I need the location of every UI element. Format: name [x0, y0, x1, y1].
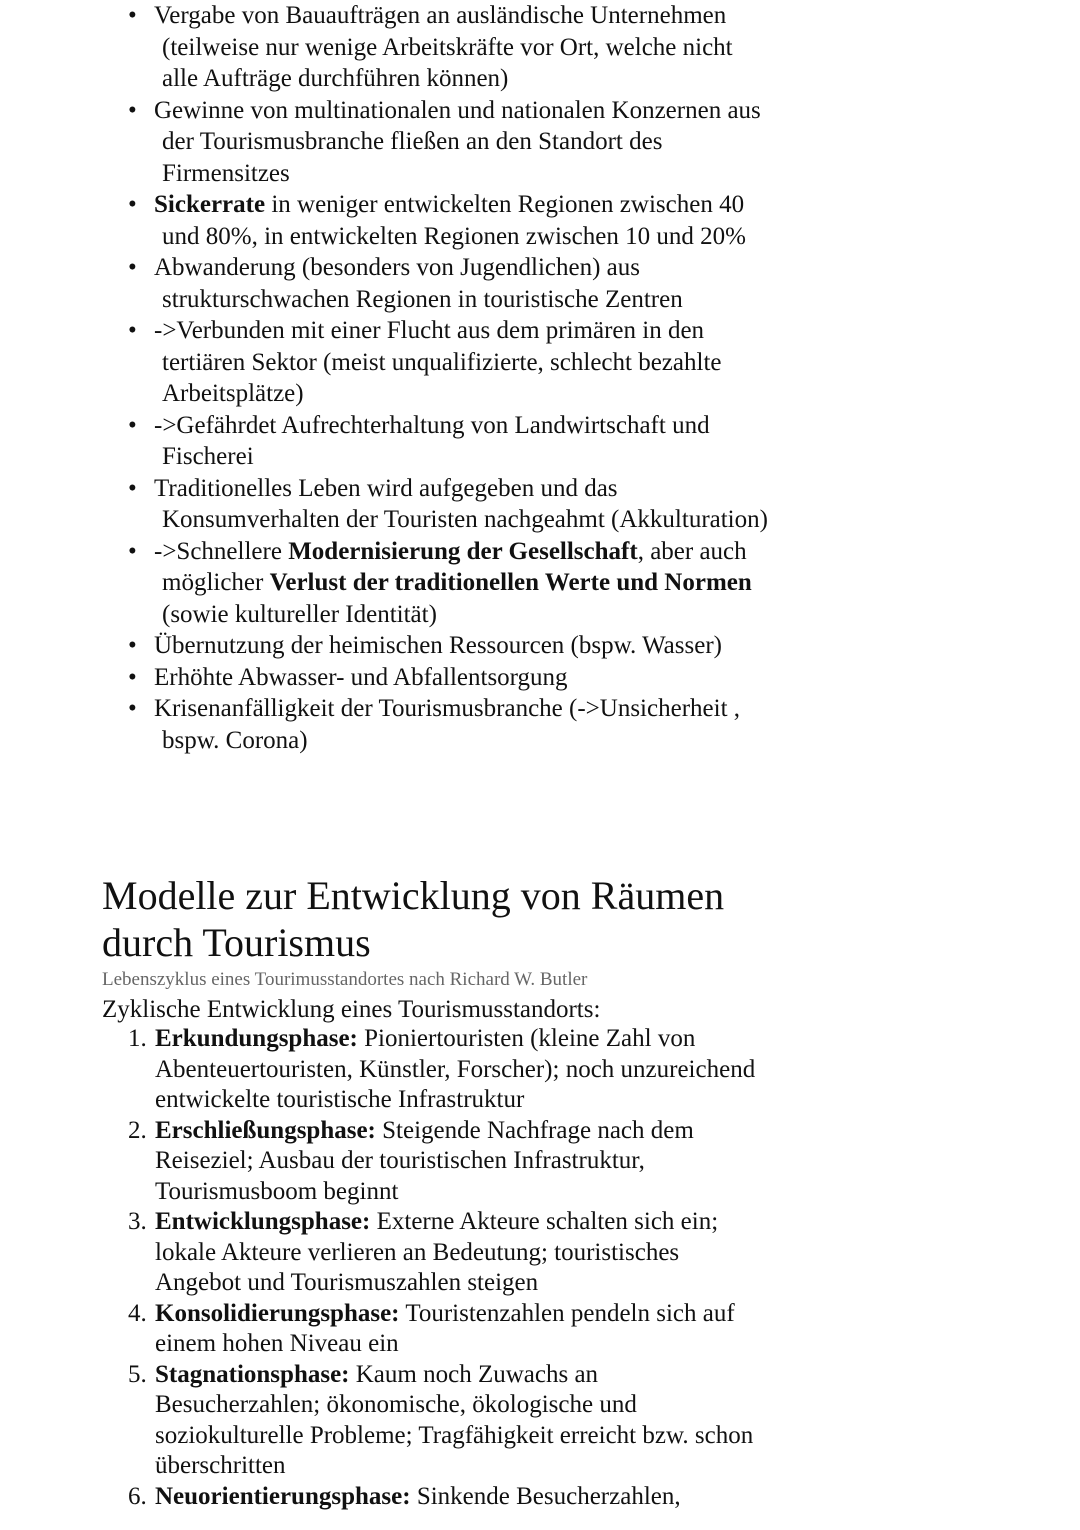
bullet-dot: • — [128, 537, 137, 565]
phase-name: Erschließungsphase: — [155, 1116, 376, 1144]
phase-description: Kaum noch Zuwachs an Besucherzahlen; ökonomische, ökologische und soziokulturelle Probleme; Tragfähigkeit erreicht bzw. schon überschritten — [155, 1360, 754, 1479]
phase-number: 4. — [128, 1299, 147, 1327]
bullet-item — [128, 410, 768, 473]
phase-number: 2. — [128, 1116, 147, 1144]
bold-term: Sickerrate — [154, 191, 266, 218]
phase-item — [128, 1207, 768, 1299]
text-run: Krisenanfälligkeit der Tourismusbranche (->Unsicherheit , bspw. Corona) — [154, 695, 741, 754]
phase-number: 1. — [128, 1025, 147, 1052]
bullet-dot: • — [128, 254, 137, 281]
phase-name: Konsolidierungsphase: — [155, 1299, 400, 1327]
text-run: Erhöhte Abwasser- und Abfallentsorgung — [154, 663, 568, 691]
phase-item — [128, 1116, 768, 1208]
phase-name: Stagnationsphase: — [155, 1360, 350, 1388]
phase-number: 3. — [128, 1208, 147, 1235]
bullet-dot: • — [128, 2, 137, 29]
phase-description: Steigende Nachfrage nach dem Reiseziel; Ausbau der touristischen Infrastruktur, Tourismusboom beginnt — [155, 1116, 694, 1205]
phase-item — [128, 1360, 768, 1482]
bullet-item — [128, 473, 768, 536]
phase-item — [128, 1024, 768, 1116]
text-run: in weniger entwickelten Regionen zwischen 40 und 80%, in entwickelten Regionen zwischen 10 und 20% — [162, 191, 746, 250]
bullet-text — [154, 693, 768, 756]
phase-description: Sinkende Besucherzahlen, — [410, 1482, 681, 1510]
section-heading: Modelle zur Entwicklung von Räumen durch Tourismus — [102, 873, 725, 965]
phase-number: 6. — [128, 1482, 147, 1510]
bullet-text — [154, 252, 768, 315]
phase-name: Entwicklungsphase: — [155, 1208, 371, 1235]
bullet-item — [128, 189, 768, 252]
phase-item — [128, 1482, 768, 1513]
phase-name: Neuorientierungsphase: — [155, 1482, 411, 1510]
phase-description: Externe Akteure schalten sich ein; lokale Akteure verlieren an Bedeutung; touristisches Angebot und Tourismuszahlen steigen — [155, 1208, 719, 1296]
phase-description: Touristenzahlen pendeln sich auf einem hohen Niveau ein — [155, 1299, 735, 1357]
bullet-item — [128, 252, 768, 315]
section-subtitle: Lebenszyklus eines Tourimusstandortes nach Richard W. Butler — [102, 969, 588, 990]
bullet-text — [154, 189, 768, 252]
phase-item — [128, 1299, 768, 1360]
bold-term: Modernisierung der Gesellschaft — [288, 537, 638, 565]
bullet-text — [154, 536, 768, 631]
bullet-dot: • — [128, 695, 137, 722]
bullet-text — [154, 630, 768, 662]
text-run: Übernutzung der heimischen Ressourcen (bspw. Wasser) — [154, 632, 722, 659]
text-run: ->Verbunden mit einer Flucht aus dem primären in den tertiären Sektor (meist unqualifizierte, schlecht bezahlte Arbeitsplätze) — [154, 317, 722, 407]
bullet-item — [128, 693, 768, 756]
bullet-dot: • — [128, 191, 137, 218]
bullet-dot: • — [128, 96, 137, 124]
bullet-item — [128, 315, 768, 410]
phase-description: Pioniertouristen (kleine Zahl von Abenteuertouristen, Künstler, Forscher); noch unzureichend entwickelte touristische Infrastruktur — [155, 1025, 756, 1113]
text-run: (sowie kultureller Identität) — [162, 600, 437, 628]
impact-bullet-list — [128, 0, 768, 756]
bullet-item — [128, 630, 768, 662]
bullet-text — [154, 0, 768, 95]
bold-term: Verlust der traditionellen Werte und Normen — [269, 569, 752, 596]
bullet-item — [128, 95, 768, 190]
bullet-dot: • — [128, 663, 137, 691]
text-run: Abwanderung (besonders von Jugendlichen) aus strukturschwachen Regionen in touristische Zentren — [154, 254, 683, 313]
bullet-text — [154, 473, 768, 536]
bullet-text — [154, 95, 768, 190]
bullet-text — [154, 410, 768, 473]
bullet-dot: • — [128, 317, 137, 344]
bullet-dot: • — [128, 474, 137, 502]
bullet-item — [128, 536, 768, 631]
bullet-item — [128, 662, 768, 694]
phase-list — [128, 1024, 768, 1512]
bullet-dot: • — [128, 411, 137, 439]
text-run: Traditionelles Leben wird aufgegeben und das Konsumverhalten der Touristen nachgeahmt (Akkulturation) — [154, 474, 768, 533]
text-run: ->Schnellere — [154, 537, 289, 565]
bullet-item — [128, 0, 768, 95]
text-run: Vergabe von Bauaufträgen an ausländische Unternehmen (teilweise nur wenige Arbeitskräfte vor Ort, welche nicht alle Aufträge durchführen können) — [154, 2, 733, 92]
phase-number: 5. — [128, 1360, 147, 1388]
text-run: ->Gefährdet Aufrechterhaltung von Landwirtschaft und Fischerei — [154, 411, 710, 470]
phase-name: Erkundungsphase: — [155, 1025, 358, 1052]
bullet-text — [154, 662, 768, 694]
bullet-text — [154, 315, 768, 410]
text-run: Gewinne von multinationalen und nationalen Konzernen aus der Tourismusbranche fließen an den Standort des Firmensitzes — [154, 96, 761, 187]
bullet-dot: • — [128, 632, 137, 659]
section-intro: Zyklische Entwicklung eines Tourismusstandorts: — [102, 996, 601, 1023]
text-run: , aber auch möglicher — [162, 537, 747, 596]
